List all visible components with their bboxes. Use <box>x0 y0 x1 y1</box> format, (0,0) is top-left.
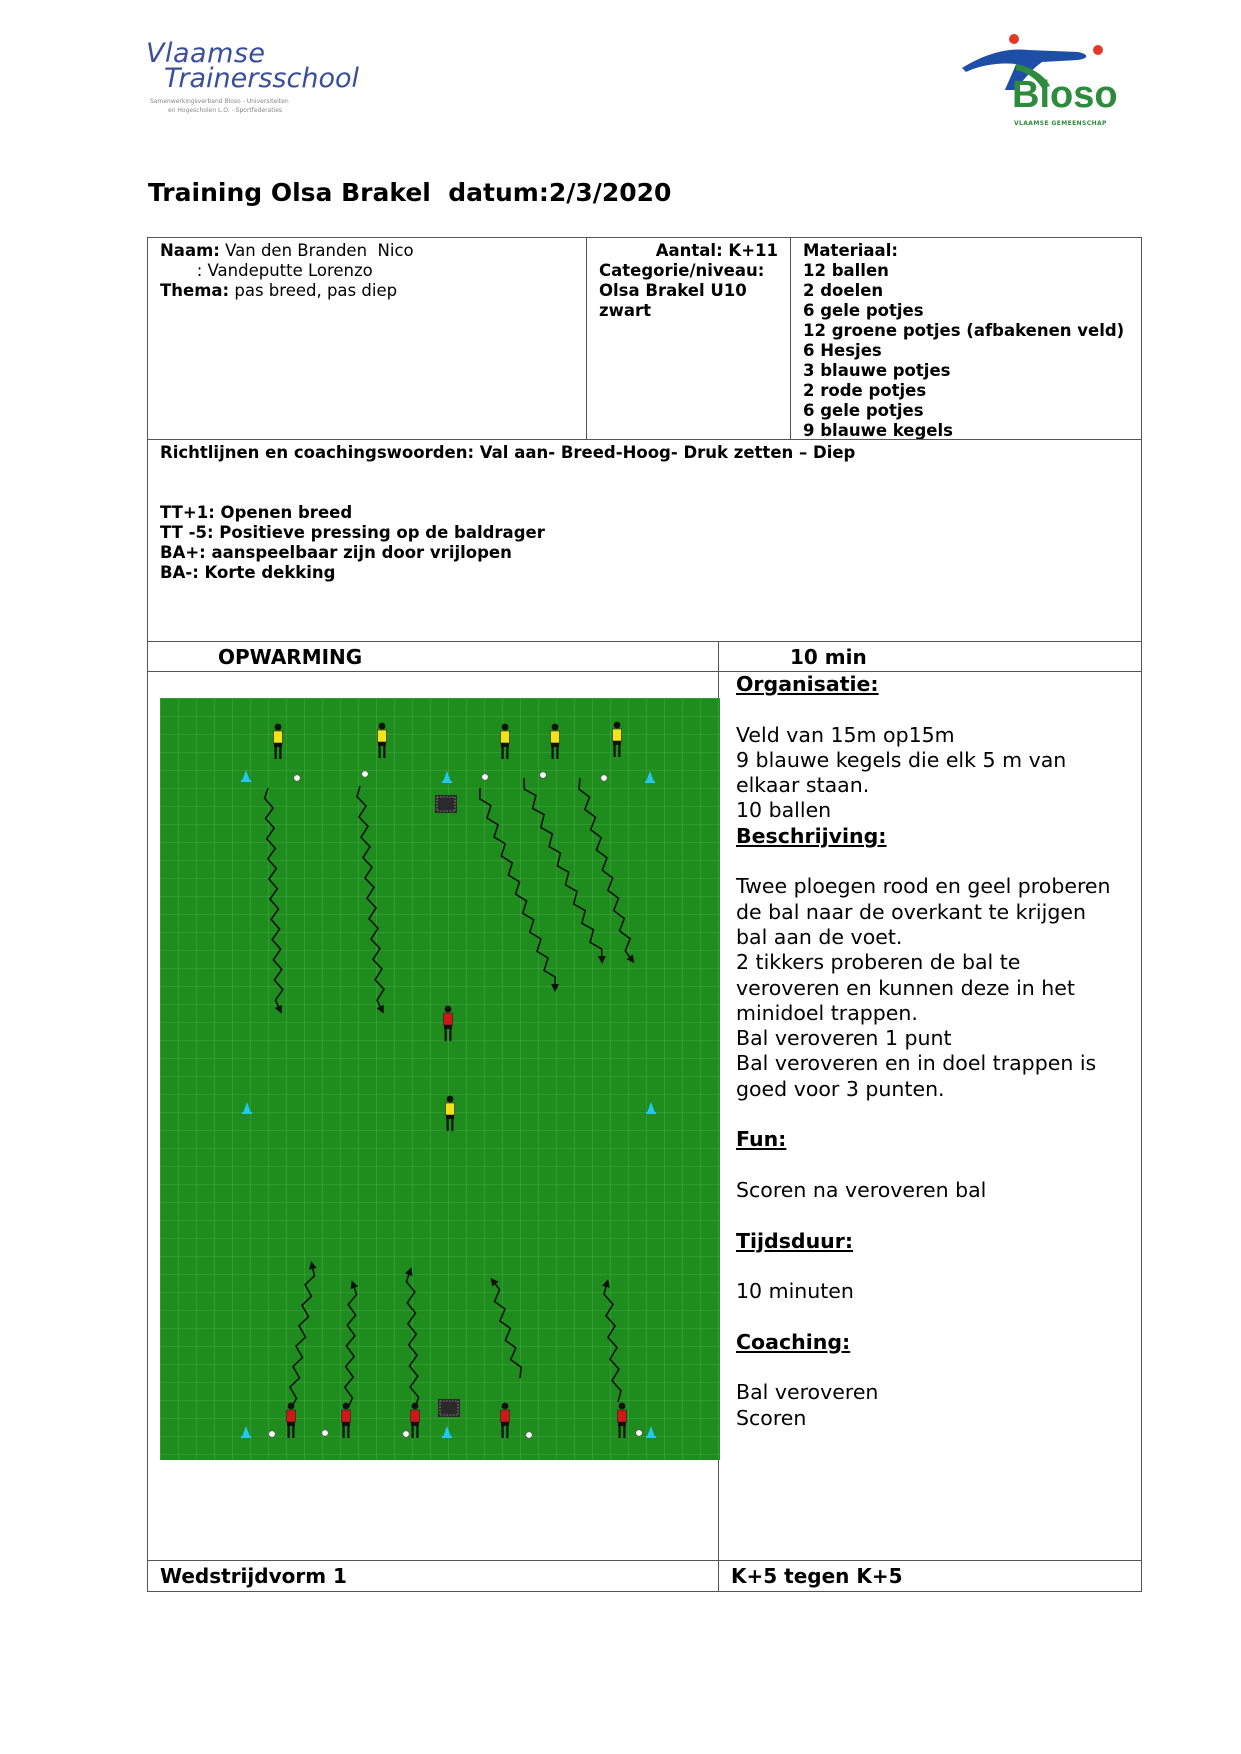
organisatie-line: elkaar staan. <box>736 773 870 798</box>
opwarming-title: OPWARMING <box>218 645 363 669</box>
logo-text-line1: Vlaamse <box>146 38 266 69</box>
beschrijving-line: Bal veroveren 1 punt <box>736 1026 952 1051</box>
ball-icon <box>269 1431 275 1437</box>
wedstrijdvorm-value-cell <box>718 1560 1142 1592</box>
info-names-cell <box>147 237 587 440</box>
ball-icon <box>540 772 546 778</box>
opwarming-duration: 10 min <box>790 645 867 669</box>
beschrijving-line: goed voor 3 punten. <box>736 1076 945 1101</box>
ball-icon <box>322 1430 328 1436</box>
naam-label: Naam: <box>160 241 220 260</box>
wedstrijdvorm-value: K+5 tegen K+5 <box>731 1564 903 1588</box>
beschrijving-line: Twee ploegen rood en geel proberen <box>736 874 1111 899</box>
tijdsduur-text: 10 minuten <box>736 1279 854 1304</box>
categorie-value-2: zwart <box>599 301 652 320</box>
ball-icon <box>403 1431 409 1437</box>
list-item: 2 doelen <box>803 281 884 300</box>
beschrijving-line: veroveren en kunnen deze in het <box>736 975 1075 1000</box>
thema-label: Thema: <box>160 281 230 300</box>
list-item: TT -5: Positieve pressing op de baldrager <box>160 523 545 542</box>
naam-line <box>160 241 414 261</box>
ball-icon <box>526 1432 532 1438</box>
coaching-line: Scoren <box>736 1405 807 1430</box>
ball-icon <box>482 774 488 780</box>
materiaal-label: Materiaal: <box>803 241 898 260</box>
wedstrijdvorm-title: Wedstrijdvorm 1 <box>160 1564 347 1588</box>
fun-text: Scoren na veroveren bal <box>736 1177 987 1202</box>
fun-header: Fun: <box>736 1127 787 1152</box>
coaching-line: Bal veroveren <box>736 1380 879 1405</box>
list-item: 12 ballen <box>803 261 889 280</box>
naam-value: Van den Branden Nico <box>219 241 414 260</box>
materiaal-cell <box>790 237 1142 440</box>
beschrijving-line: de bal naar de overkant te krijgen <box>736 899 1086 924</box>
bloso-wordmark: Bloso <box>1012 74 1118 116</box>
beschrijving-line: bal aan de voet. <box>736 924 903 949</box>
richtlijnen-header: Richtlijnen en coachingswoorden: Val aan- Breed-Hoog- Druk zetten – Diep <box>160 443 856 462</box>
aantal-text: Aantal: K+11 <box>655 241 778 260</box>
wedstrijdvorm-title-cell <box>147 1560 719 1592</box>
categorie-value-1: Olsa Brakel U10 <box>599 281 747 300</box>
beschrijving-line: 2 tikkers proberen de bal te <box>736 950 1021 975</box>
opwarming-title-cell <box>147 641 719 672</box>
beschrijving-line: minidoel trappen. <box>736 1000 918 1025</box>
list-item: 6 gele potjes <box>803 401 924 420</box>
list-item: 2 rode potjes <box>803 381 927 400</box>
thema-value: pas breed, pas diep <box>229 281 398 300</box>
list-item: 6 Hesjes <box>803 341 882 360</box>
ball-icon <box>636 1430 642 1436</box>
instructions-text <box>736 672 1111 1431</box>
organisatie-header: Organisatie: <box>736 672 879 696</box>
beschrijving-line: Bal veroveren en in doel trappen is <box>736 1051 1097 1076</box>
bloso-logo <box>958 30 1138 130</box>
instructions-cell <box>718 671 1142 1561</box>
ball-icon <box>601 775 607 781</box>
list-item: 12 groene potjes (afbakenen veld) <box>803 321 1125 340</box>
organisatie-line: 10 ballen <box>736 798 832 823</box>
richtlijnen-cell <box>147 439 1142 642</box>
mini-goal-icon <box>435 795 457 813</box>
thema-line <box>160 281 397 301</box>
list-item: 6 gele potjes <box>803 301 924 320</box>
pitch-diagram <box>160 698 720 1460</box>
ball-icon <box>362 771 368 777</box>
categorie-label: Categorie/niveau: <box>599 261 765 280</box>
organisatie-line: Veld van 15m op15m <box>736 722 955 747</box>
list-item: 3 blauwe potjes <box>803 361 951 380</box>
mini-goal-icon <box>438 1399 460 1417</box>
ball-icon <box>294 775 300 781</box>
vlaamse-trainersschool-logo <box>146 38 366 118</box>
list-item: TT+1: Openen breed <box>160 503 353 522</box>
info-category-cell <box>586 237 791 440</box>
naam-value-2: : Vandeputte Lorenzo <box>160 261 373 280</box>
page-title: Training Olsa Brakel datum:2/3/2020 <box>148 178 672 207</box>
pitch-drawing <box>160 698 720 1460</box>
logo-subtitle-1: Samenwerkingsverband Bloso - Universiteiten <box>150 98 289 105</box>
logo-text-line2: Trainersschool <box>164 63 359 94</box>
organisatie-line: 9 blauwe kegels die elk 5 m van <box>736 747 1067 772</box>
tijdsduur-header: Tijdsduur: <box>736 1228 854 1253</box>
bloso-subtitle: VLAAMSE GEMEENSCHAP <box>1014 120 1107 127</box>
coaching-header: Coaching: <box>736 1329 851 1354</box>
logo-subtitle-2: en Hogescholen L.O. - Sportfederaties <box>168 107 283 114</box>
list-item: BA-: Korte dekking <box>160 563 336 582</box>
list-item: BA+: aanspeelbaar zijn door vrijlopen <box>160 543 512 562</box>
richtlijnen-list <box>160 503 545 583</box>
opwarming-duration-cell <box>718 641 1142 672</box>
materiaal-list <box>803 261 1124 441</box>
list-item: 9 blauwe kegels <box>803 421 953 440</box>
beschrijving-header: Beschrijving: <box>736 823 887 848</box>
